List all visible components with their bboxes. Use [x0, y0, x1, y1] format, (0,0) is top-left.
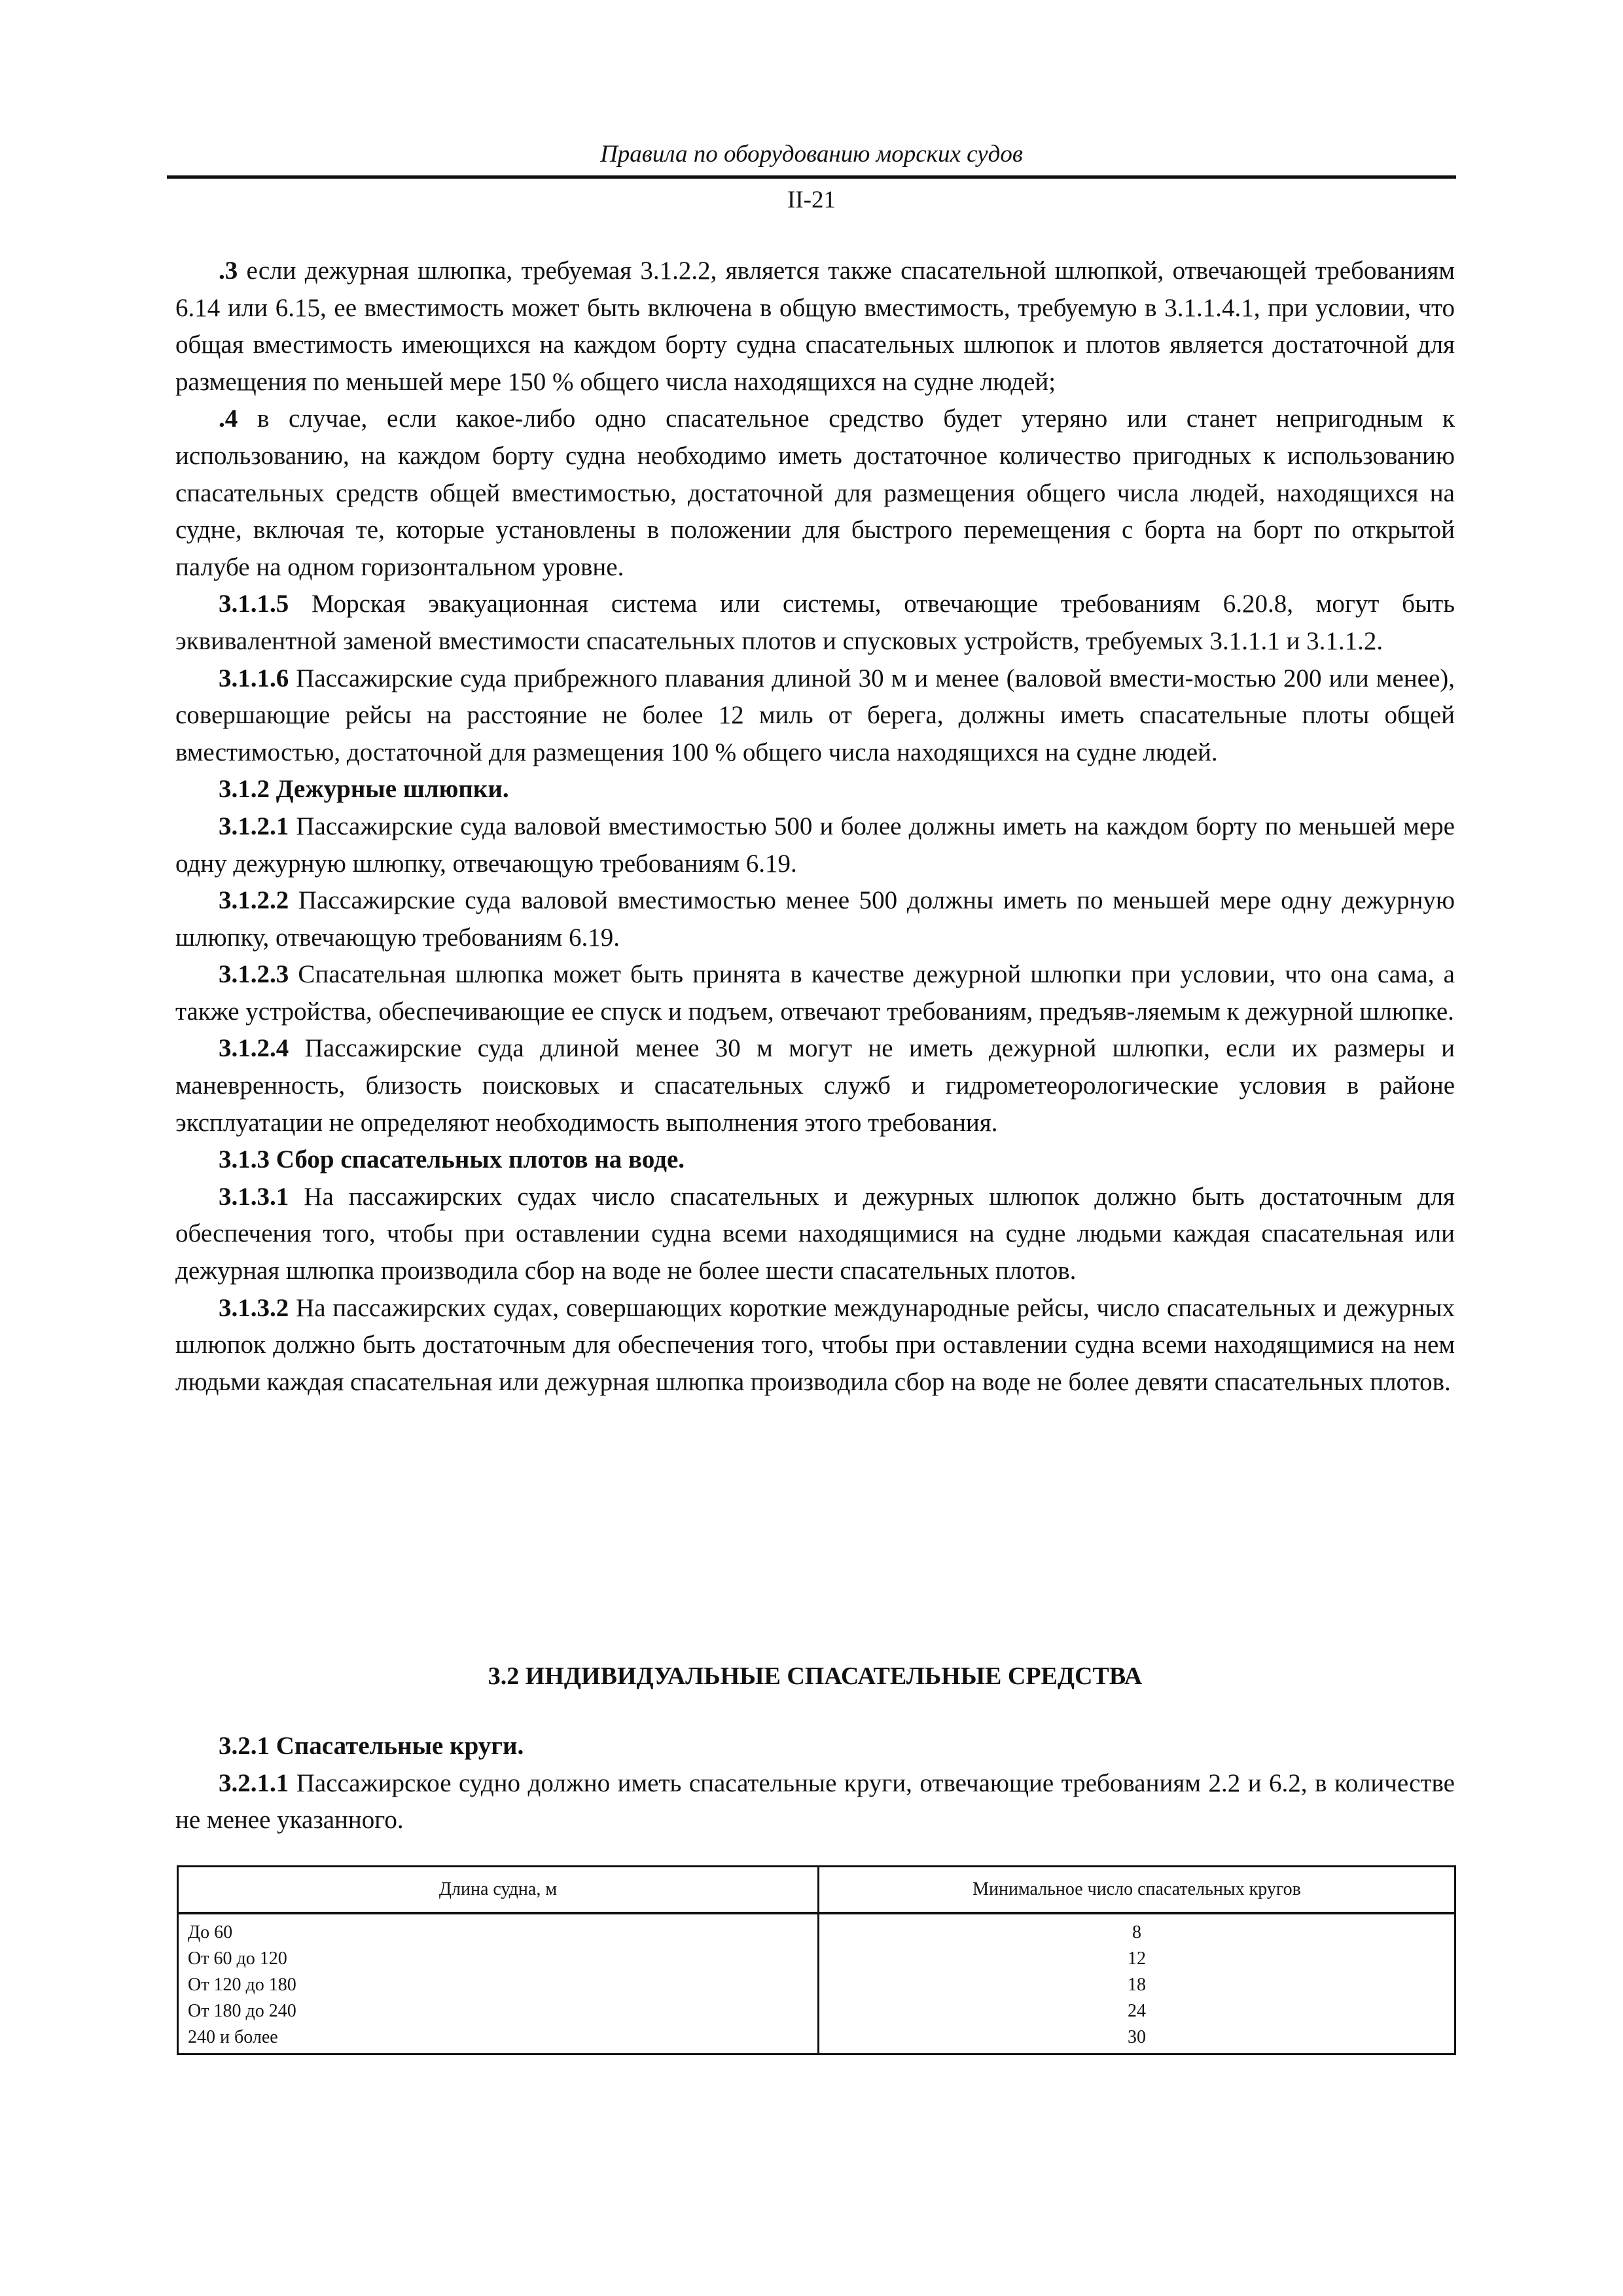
section-body	[175, 1728, 1455, 1839]
subsection-heading: 3.2.1 Спасательные круги.	[219, 1732, 524, 1760]
page-header-title: Правила по оборудованию морских судов	[600, 141, 1023, 168]
paragraph: 3.1.2.2 Пассажирские суда валовой вместимостью менее 500 должны иметь по меньшей мере одну дежурную шлюпку, отвечающую требованиям 6.19.	[175, 886, 1455, 952]
section-title: 3.2 ИНДИВИДУАЛЬНЫЕ СПАСАТЕЛЬНЫЕ СРЕДСТВА	[488, 1662, 1143, 1690]
table-header-row	[178, 1867, 1455, 1914]
page-number: II-21	[787, 187, 836, 213]
paragraph: 3.1.2.3 Спасательная шлюпка может быть принята в качестве дежурной шлюпки при условии, что она сама, а также устройства, обеспечивающие ее спуск и подъем, отвечают требованиям, предъяв-ляемым к дежурной шлюпке.	[175, 960, 1455, 1026]
table-header-cell: Длина судна, м	[178, 1867, 819, 1914]
paragraph: .3 если дежурная шлюпка, требуемая 3.1.2.2, является также спасательной шлюпкой, отвечающей требованиям 6.14 или 6.15, ее вместимость может быть включена в общую вместимость, требуемую в 3.1.1.4.1, при условии, что общая вместимость имеющихся на каждом борту судна спасательных шлюпок и плотов является достаточной для размещения по меньшей мере 150 % общего числа находящихся на судне людей;	[175, 257, 1455, 396]
body-text	[175, 253, 1455, 1401]
subsection-heading: 3.1.2 Дежурные шлюпки.	[219, 775, 509, 804]
table-cell-length: До 60 От 60 до 120 От 120 до 180 От 180 до 240 240 и более	[178, 1913, 819, 2054]
header-rule	[167, 175, 1456, 179]
paragraph: 3.1.3.2 На пассажирских судах, совершающих короткие международные рейсы, число спасательных и дежурных шлюпок должно быть достаточным для обеспечения того, чтобы при оставлении судна всеми находящимися на нем людьми каждая спасательная или дежурная шлюпка производила сбор на воде не более девяти спасательных плотов.	[175, 1293, 1455, 1396]
paragraph: 3.1.1.5 Морская эвакуационная система или системы, отвечающие требованиям 6.20.8, могут быть эквивалентной заменой вместимости спасательных плотов и спусковых устройств, требуемых 3.1.1.1 и 3.1.1.2.	[175, 590, 1455, 655]
table-cell-count: 8 12 18 24 30	[819, 1913, 1455, 2054]
lifebuoy-table	[177, 1865, 1456, 2055]
paragraph: 3.1.2.1 Пассажирские суда валовой вместимостью 500 и более должны иметь на каждом борту по меньшей мере одну дежурную шлюпку, отвечающую требованиям 6.19.	[175, 812, 1455, 878]
paragraph: .4 в случае, если какое-либо одно спасательное средство будет утеряно или станет непригодным к использованию, на каждом борту судна необходимо иметь достаточное количество пригодных к использованию спасательных средств общей вместимостью, достаточной для размещения общего числа людей, находящихся на судне, включая те, которые установлены в положении для быстрого перемещения с борта на борт по открытой палубе на одном горизонтальном уровне.	[175, 404, 1455, 581]
table-row	[178, 1913, 1455, 2054]
paragraph: 3.1.3.1 На пассажирских судах число спасательных и дежурных шлюпок должно быть достаточным для обеспечения того, чтобы при оставлении судна всеми находящимися на судне людьми каждая спасательная или дежурная шлюпка производила сбор на воде не более шести спасательных плотов.	[175, 1182, 1455, 1285]
paragraph: 3.2.1.1 Пассажирское судно должно иметь спасательные круги, отвечающие требованиям 2.2 и 6.2, в количестве не менее указанного.	[175, 1768, 1455, 1835]
paragraph: 3.1.1.6 Пассажирские суда прибрежного плавания длиной 30 м и менее (валовой вмести-мостью 200 или менее), совершающие рейсы на расстояние не более 12 миль от берега, должны иметь спасательные плоты общей вместимостью, достаточной для размещения 100 % общего числа находящихся на судне людей.	[175, 664, 1455, 766]
table-header-cell: Минимальное число спасательных кругов	[819, 1867, 1455, 1914]
subsection-heading: 3.1.3 Сбор спасательных плотов на воде.	[219, 1145, 685, 1174]
paragraph: 3.1.2.4 Пассажирские суда длиной менее 30 м могут не иметь дежурной шлюпки, если их размеры и маневренность, близость поисковых и спасательных служб и гидрометеорологические условия в районе эксплуатации не определяют необходимость выполнения этого требования.	[175, 1034, 1455, 1137]
